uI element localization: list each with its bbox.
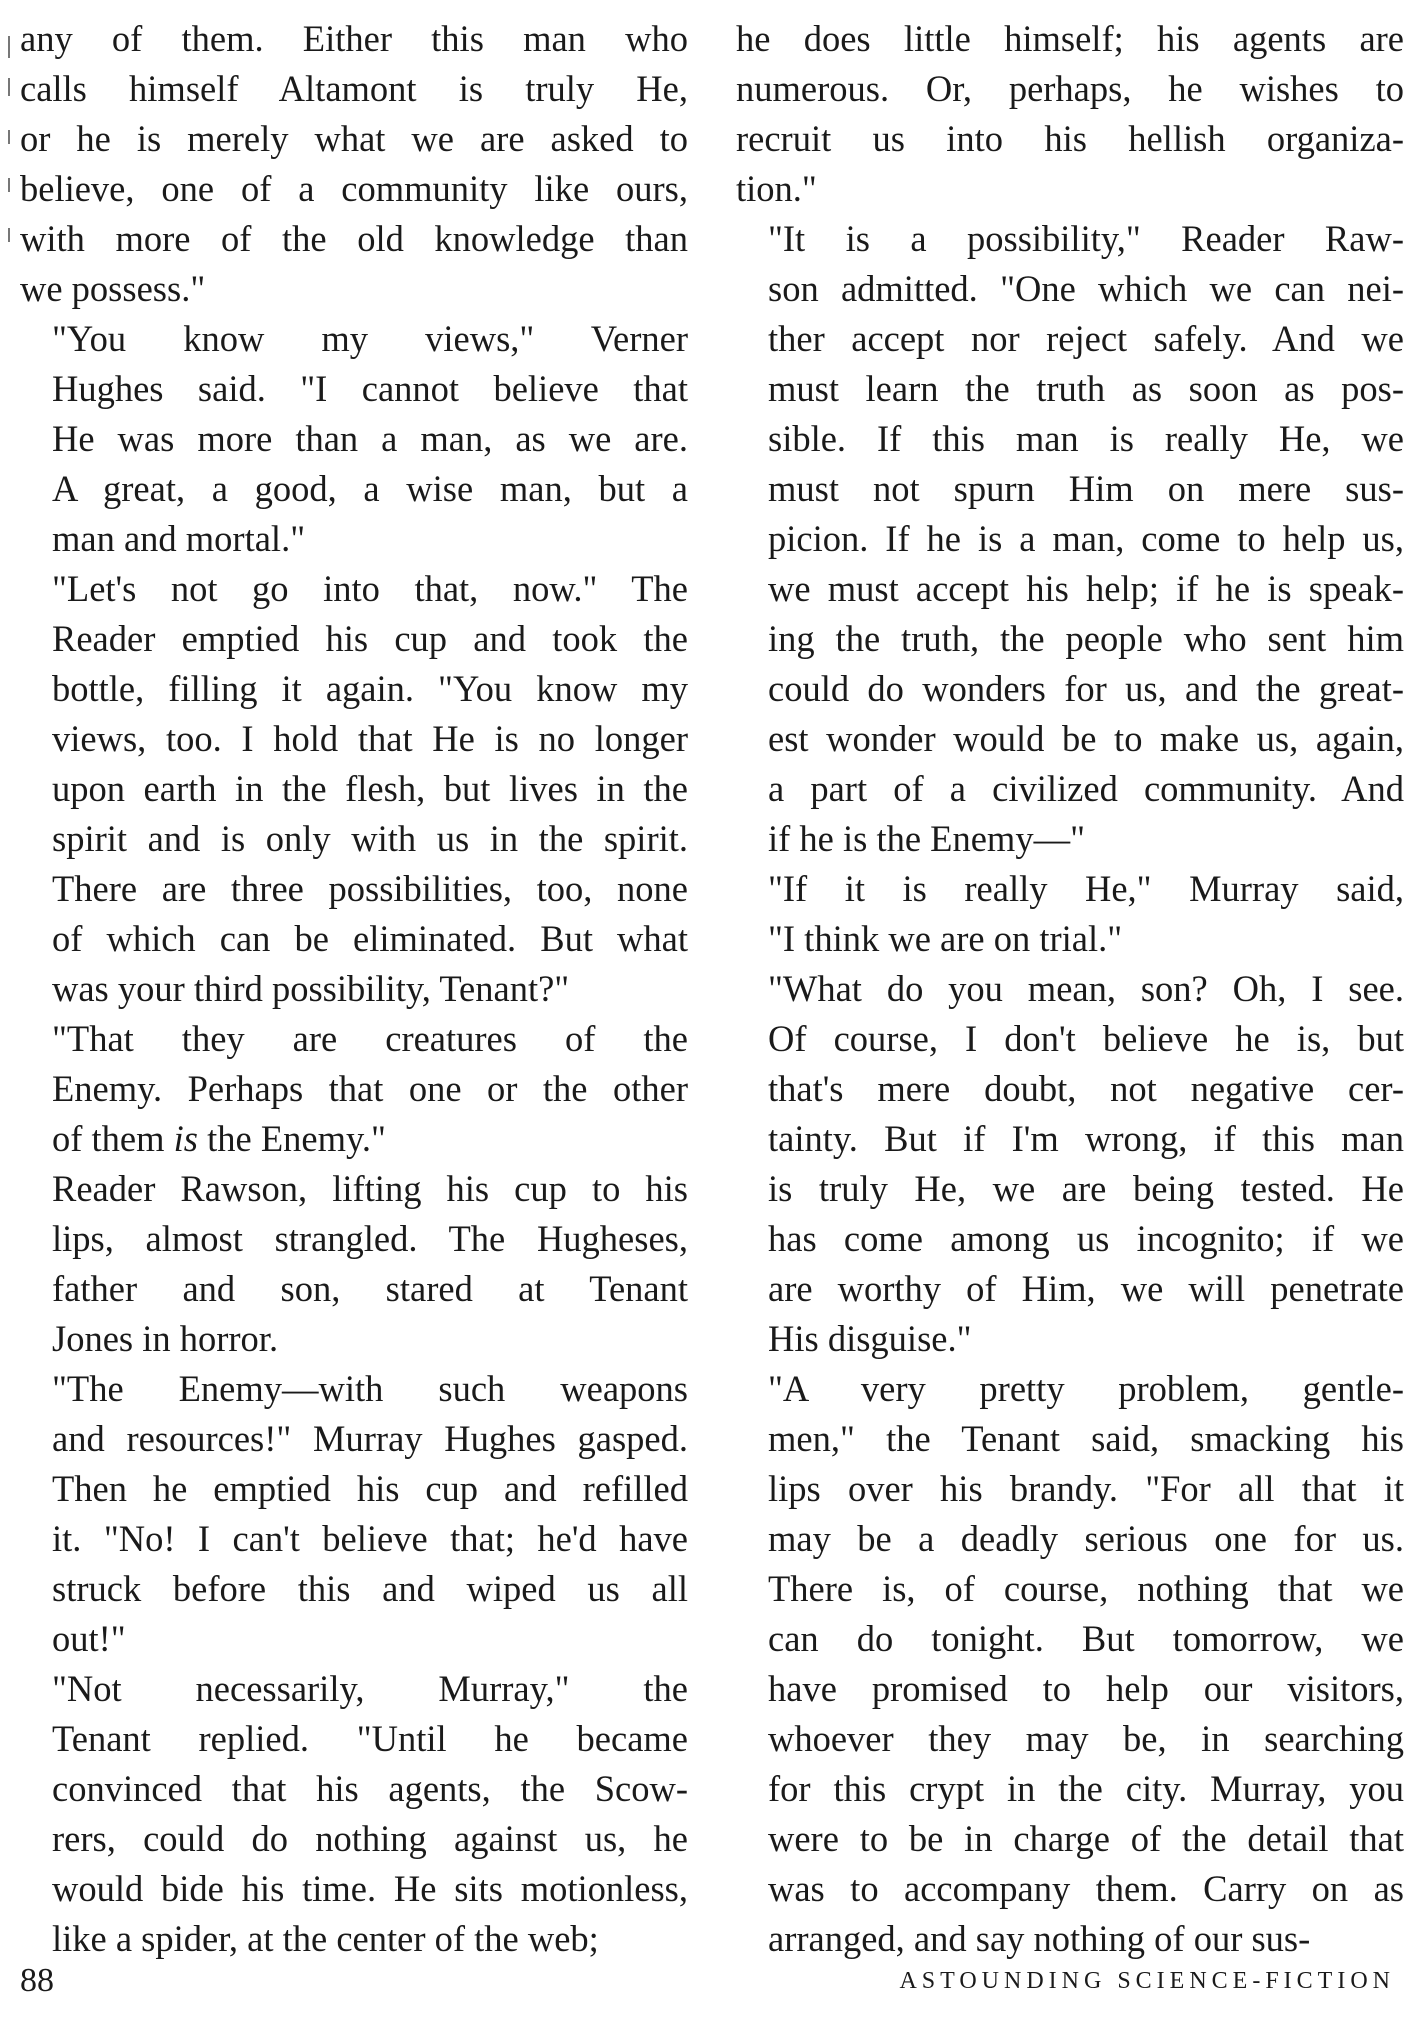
margin-mark bbox=[8, 130, 10, 144]
text-line: son admitted. "One which we can nei- bbox=[768, 268, 1404, 309]
text-line: could do wonders for us, and the great- bbox=[768, 668, 1404, 709]
text-line: of them is the Enemy." bbox=[52, 1118, 386, 1159]
paragraph bbox=[20, 1014, 688, 1164]
text-line: ther accept nor reject safely. And we bbox=[768, 318, 1404, 359]
text-line: lips over his brandy. "For all that it bbox=[768, 1468, 1404, 1509]
text-line: calls himself Altamont is truly He, bbox=[20, 68, 688, 109]
text-line: out!" bbox=[52, 1618, 126, 1659]
text-line: His disguise." bbox=[768, 1318, 972, 1359]
text-line: spirit and is only with us in the spirit. bbox=[52, 818, 688, 859]
text-line: tion." bbox=[736, 168, 817, 209]
margin-mark bbox=[8, 228, 10, 242]
right-column bbox=[736, 14, 1404, 1964]
text-line: rers, could do nothing against us, he bbox=[52, 1818, 688, 1859]
text-line: Of course, I don't believe he is, but bbox=[768, 1018, 1404, 1059]
text-line: convinced that his agents, the Scow- bbox=[52, 1768, 688, 1809]
text-line: must learn the truth as soon as pos- bbox=[768, 368, 1404, 409]
text-line: "The Enemy—with such weapons bbox=[52, 1368, 688, 1409]
margin-mark bbox=[8, 178, 10, 192]
page-number: 88 bbox=[20, 1962, 54, 1999]
text-line: and resources!" Murray Hughes gasped. bbox=[52, 1418, 688, 1459]
text-line: numerous. Or, perhaps, he wishes to bbox=[736, 68, 1404, 109]
text-line: Jones in horror. bbox=[52, 1318, 279, 1359]
text-line: any of them. Either this man who bbox=[20, 18, 688, 59]
text-line: He was more than a man, as we are. bbox=[52, 418, 688, 459]
text-line: "I think we are on trial." bbox=[768, 918, 1123, 959]
text-line: whoever they may be, in searching bbox=[768, 1718, 1404, 1759]
text-line: has come among us incognito; if we bbox=[768, 1218, 1404, 1259]
text-line: "If it is really He," Murray said, bbox=[768, 868, 1404, 909]
text-line: can do tonight. But tomorrow, we bbox=[768, 1618, 1404, 1659]
margin-mark bbox=[8, 78, 10, 96]
text-line: upon earth in the flesh, but lives in the bbox=[52, 768, 688, 809]
paragraph bbox=[736, 964, 1404, 1364]
text-line: he does little himself; his agents are bbox=[736, 18, 1404, 59]
text-line: must not spurn Him on mere sus- bbox=[768, 468, 1404, 509]
text-line: Then he emptied his cup and refilled bbox=[52, 1468, 688, 1509]
text-line: was your third possibility, Tenant?" bbox=[52, 968, 570, 1009]
text-line: is truly He, we are being tested. He bbox=[768, 1168, 1404, 1209]
text-line: struck before this and wiped us all bbox=[52, 1568, 688, 1609]
paragraph bbox=[20, 1664, 688, 1964]
text-line: Reader Rawson, lifting his cup to his bbox=[52, 1168, 688, 1209]
text-line: "That they are creatures of the bbox=[52, 1018, 688, 1059]
paragraph bbox=[736, 14, 1404, 214]
text-line: est wonder would be to make us, again, bbox=[768, 718, 1404, 759]
paragraph bbox=[20, 1364, 688, 1664]
text-line: are worthy of Him, we will penetrate bbox=[768, 1268, 1404, 1309]
text-line: we possess." bbox=[20, 268, 206, 309]
text-line: was to accompany them. Carry on as bbox=[768, 1868, 1404, 1909]
running-title: ASTOUNDING SCIENCE-FICTION bbox=[899, 1968, 1395, 1994]
text-line: believe, one of a community like ours, bbox=[20, 168, 688, 209]
text-line: Reader emptied his cup and took the bbox=[52, 618, 688, 659]
text-line: lips, almost strangled. The Hugheses, bbox=[52, 1218, 688, 1259]
text-line: that's mere doubt, not negative cer- bbox=[768, 1068, 1404, 1109]
text-line: "You know my views," Verner bbox=[52, 318, 688, 359]
paragraph bbox=[20, 14, 688, 314]
text-line: it. "No! I can't believe that; he'd have bbox=[52, 1518, 688, 1559]
text-line: "Let's not go into that, now." The bbox=[52, 568, 688, 609]
text-line: if he is the Enemy—" bbox=[768, 818, 1085, 859]
margin-mark bbox=[8, 36, 10, 58]
text-line: with more of the old knowledge than bbox=[20, 218, 688, 259]
text-line: like a spider, at the center of the web; bbox=[52, 1918, 599, 1959]
text-line: There is, of course, nothing that we bbox=[768, 1568, 1404, 1609]
paragraph bbox=[20, 1164, 688, 1364]
text-line: man and mortal." bbox=[52, 518, 306, 559]
text-line: Hughes said. "I cannot believe that bbox=[52, 368, 688, 409]
text-line: men," the Tenant said, smacking his bbox=[768, 1418, 1404, 1459]
text-line: of which can be eliminated. But what bbox=[52, 918, 688, 959]
page-footer bbox=[20, 1962, 1405, 2002]
paragraph bbox=[736, 864, 1404, 964]
text-line: may be a deadly serious one for us. bbox=[768, 1518, 1404, 1559]
text-line: "A very pretty problem, gentle- bbox=[768, 1368, 1404, 1409]
left-column bbox=[20, 14, 688, 1964]
paragraph bbox=[736, 1364, 1404, 1964]
paragraph bbox=[20, 564, 688, 1014]
text-line: we must accept his help; if he is speak- bbox=[768, 568, 1404, 609]
text-line: There are three possibilities, too, none bbox=[52, 868, 688, 909]
text-line: would bide his time. He sits motionless, bbox=[52, 1868, 688, 1909]
text-line: ing the truth, the people who sent him bbox=[768, 618, 1404, 659]
text-line: a part of a civilized community. And bbox=[768, 768, 1404, 809]
text-line: views, too. I hold that He is no longer bbox=[52, 718, 688, 759]
text-line: tainty. But if I'm wrong, if this man bbox=[768, 1118, 1404, 1159]
text-line: bottle, filling it again. "You know my bbox=[52, 668, 688, 709]
paragraph bbox=[20, 314, 688, 564]
text-line: sible. If this man is really He, we bbox=[768, 418, 1404, 459]
text-line: "Not necessarily, Murray," the bbox=[52, 1668, 688, 1709]
text-line: or he is merely what we are asked to bbox=[20, 118, 688, 159]
text-line: A great, a good, a wise man, but a bbox=[52, 468, 688, 509]
text-line: picion. If he is a man, come to help us, bbox=[768, 518, 1404, 559]
text-line: Enemy. Perhaps that one or the other bbox=[52, 1068, 688, 1109]
paragraph bbox=[736, 214, 1404, 864]
text-line: father and son, stared at Tenant bbox=[52, 1268, 688, 1309]
text-line: arranged, and say nothing of our sus- bbox=[768, 1918, 1311, 1959]
text-line: "It is a possibility," Reader Raw- bbox=[768, 218, 1404, 259]
text-line: have promised to help our visitors, bbox=[768, 1668, 1404, 1709]
text-line: recruit us into his hellish organiza- bbox=[736, 118, 1404, 159]
text-line: Tenant replied. "Until he became bbox=[52, 1718, 688, 1759]
text-line: were to be in charge of the detail that bbox=[768, 1818, 1404, 1859]
text-line: for this crypt in the city. Murray, you bbox=[768, 1768, 1404, 1809]
text-line: "What do you mean, son? Oh, I see. bbox=[768, 968, 1404, 1009]
